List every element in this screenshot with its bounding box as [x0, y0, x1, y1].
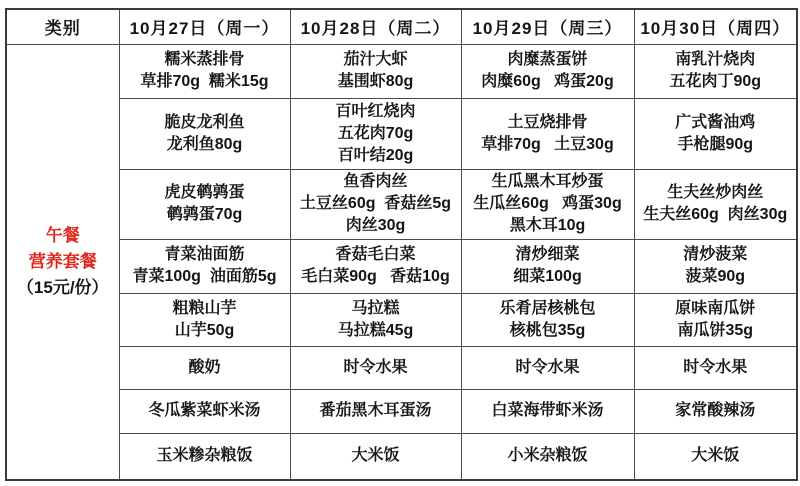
dish-name: 时令水果: [683, 358, 748, 376]
dish-name: 冬瓜紫菜虾米汤: [148, 402, 261, 419]
dish-qty: 百叶结20g: [337, 146, 414, 164]
menu-row-3: [6, 169, 797, 239]
dish-qty: 草排70g 土豆30g: [481, 135, 614, 153]
dish-name: 玉米糁杂粮饭: [156, 447, 253, 465]
dish-name: 大米饭: [691, 447, 740, 465]
dish-qty: 龙利鱼80g: [166, 135, 243, 153]
menu-cell: [290, 169, 461, 239]
menu-cell: [461, 293, 634, 346]
dish-name: 茄汁大虾: [343, 51, 408, 68]
category-cell: [6, 44, 119, 480]
dish-qty: 细菜100g: [513, 268, 582, 285]
dish-name: 时令水果: [343, 358, 408, 376]
dish-name: 清炒菠菜: [683, 246, 748, 263]
dish-name: 脆皮龙利鱼: [164, 113, 245, 131]
dish-name: 原味南瓜饼: [675, 299, 756, 317]
menu-cell: [634, 346, 797, 389]
dish-name: 土豆烧排骨: [507, 113, 588, 131]
dish-qty: 五花肉70g: [337, 124, 414, 142]
category-meal-label: 午餐: [45, 225, 80, 245]
dish-name: 时令水果: [515, 358, 580, 376]
dish-name: 广式酱油鸡: [675, 113, 756, 131]
dish-name: 生瓜黑木耳炒蛋: [491, 173, 604, 190]
menu-cell: [119, 389, 290, 433]
menu-cell: [290, 389, 461, 433]
dish-name: 马拉糕: [351, 299, 400, 317]
dish-qty: 手枪腿90g: [677, 135, 754, 153]
dish-qty: 菠菜90g: [685, 268, 746, 285]
dish-name: 南乳汁烧肉: [675, 51, 756, 68]
menu-cell: [290, 346, 461, 389]
dish-qty: 肉丝30g: [345, 217, 406, 234]
menu-cell: [119, 98, 290, 169]
menu-cell: [119, 239, 290, 293]
dish-qty: 南瓜饼35g: [677, 321, 754, 339]
dish-qty: 基围虾80g: [337, 73, 414, 90]
dish-qty: 黑木耳10g: [509, 217, 586, 234]
dish-name: 粗粮山芋: [172, 299, 237, 317]
menu-row-2: [6, 98, 797, 169]
menu-cell: [634, 169, 797, 239]
dish-name: 香菇毛白菜: [335, 246, 416, 263]
menu-cell: [634, 239, 797, 293]
dish-name: 肉糜蒸蛋饼: [507, 51, 588, 68]
dish-name: 酸奶: [188, 358, 221, 376]
dish-name: 虎皮鹌鹑蛋: [164, 184, 245, 201]
dish-name: 糯米蒸排骨: [164, 51, 245, 68]
dish-name: 大米饭: [351, 447, 400, 465]
menu-cell: [461, 346, 634, 389]
dish-qty: 核桃包35g: [509, 321, 586, 339]
dish-name: 生夫丝炒肉丝: [667, 184, 764, 201]
header-row: [6, 9, 797, 44]
menu-cell: [119, 346, 290, 389]
weekly-lunch-menu-table: [5, 8, 798, 481]
dish-qty: 鹌鹑蛋70g: [166, 206, 243, 223]
header-day-monday: 10月27日（周一）: [119, 9, 290, 44]
menu-cell: [461, 239, 634, 293]
menu-cell: [290, 98, 461, 169]
menu-cell: [119, 169, 290, 239]
dish-name: 乐肴居核桃包: [499, 299, 596, 317]
menu-cell: [634, 293, 797, 346]
menu-row-7: [6, 389, 797, 433]
dish-name: 家常酸辣汤: [675, 402, 756, 419]
menu-row-4: [6, 239, 797, 293]
menu-cell: [634, 389, 797, 433]
menu-cell: [119, 293, 290, 346]
dish-name: 小米杂粮饭: [507, 447, 588, 465]
dish-qty: 肉糜60g 鸡蛋20g: [481, 73, 614, 90]
menu-cell: [290, 293, 461, 346]
dish-qty: 马拉糕45g: [337, 321, 414, 339]
header-day-thursday: 10月30日（周四）: [634, 9, 797, 44]
dish-name: 番茄黑木耳蛋汤: [319, 402, 432, 419]
menu-cell: [119, 433, 290, 480]
dish-qty: 生瓜丝60g 鸡蛋30g: [473, 195, 622, 212]
header-day-wednesday: 10月29日（周三）: [461, 9, 634, 44]
menu-cell: [119, 44, 290, 98]
header-day-tuesday: 10月28日（周二）: [290, 9, 461, 44]
dish-qty: 毛白菜90g 香菇10g: [301, 268, 450, 285]
dish-qty: 青菜100g 油面筋5g: [132, 268, 277, 285]
category-price-label: （15元/份）: [16, 277, 109, 297]
menu-cell: [461, 389, 634, 433]
dish-qty: 草排70g 糯米15g: [140, 73, 269, 90]
dish-name: 青菜油面筋: [164, 246, 245, 263]
menu-cell: [634, 98, 797, 169]
menu-cell: [290, 44, 461, 98]
header-category: 类别: [6, 9, 119, 44]
dish-qty: 五花肉丁90g: [669, 73, 762, 90]
menu-row-1: [6, 44, 797, 98]
dish-qty: 山芋50g: [174, 321, 235, 339]
menu-cell: [461, 98, 634, 169]
dish-qty: 土豆丝60g 香菇丝5g: [299, 195, 452, 212]
dish-qty: 生夫丝60g 肉丝30g: [643, 206, 788, 223]
menu-cell: [634, 433, 797, 480]
menu-row-5: [6, 293, 797, 346]
menu-cell: [634, 44, 797, 98]
menu-row-8: [6, 433, 797, 480]
menu-cell: [461, 433, 634, 480]
dish-name: 百叶红烧肉: [335, 102, 416, 120]
menu-cell: [461, 169, 634, 239]
dish-name: 鱼香肉丝: [343, 173, 408, 190]
menu-cell: [461, 44, 634, 98]
menu-row-6: [6, 346, 797, 389]
menu-cell: [290, 433, 461, 480]
dish-name: 清炒细菜: [515, 246, 580, 263]
menu-cell: [290, 239, 461, 293]
dish-name: 白菜海带虾米汤: [491, 402, 604, 419]
category-package-label: 营养套餐: [28, 251, 97, 271]
